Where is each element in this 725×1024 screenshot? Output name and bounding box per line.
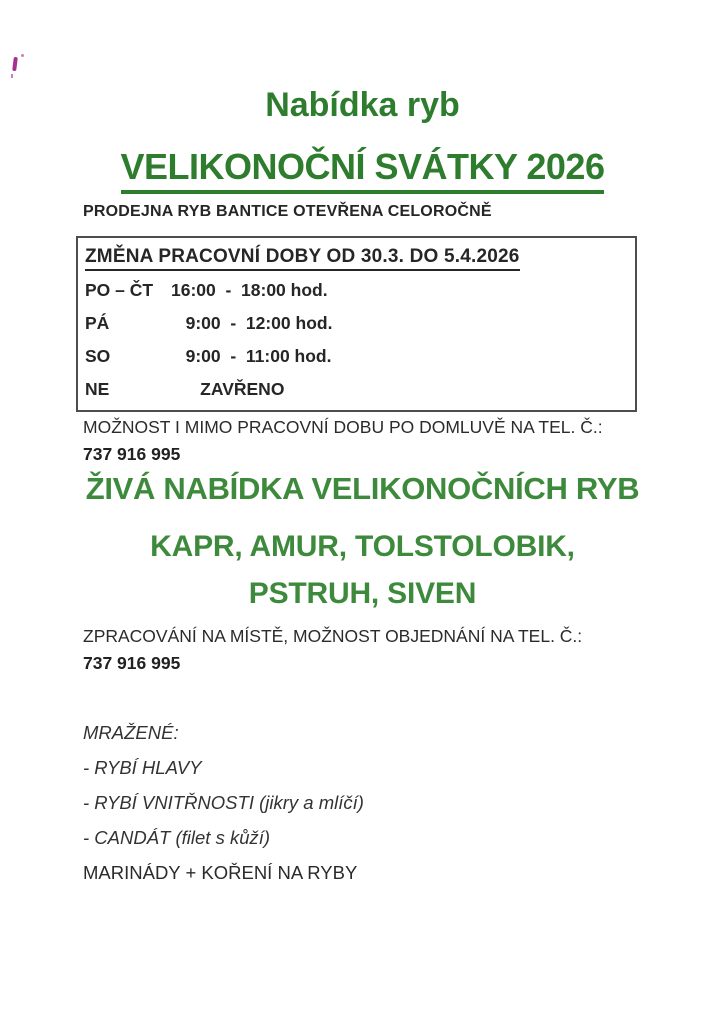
scan-artifact-mark: [10, 54, 30, 80]
scan-artifact-stroke: [12, 57, 18, 71]
frozen-item: - CANDÁT (filet s kůží): [83, 827, 271, 848]
time-value: 16:00 - 18:00 hod.: [171, 280, 328, 300]
contact-note-processing: [83, 623, 582, 677]
frozen-item: - RYBÍ HLAVY: [83, 757, 202, 778]
hours-heading-text: ZMĚNA PRACOVNÍ DOBY OD 30.3. DO 5.4.2026: [85, 246, 520, 271]
fish-list-line-2: PSTRUH, SIVEN: [248, 577, 477, 610]
hours-heading: [85, 244, 625, 269]
contact-text: MOŽNOST I MIMO PRACOVNÍ DOBU PO DOMLUVĚ NA TEL. Č.:: [83, 417, 603, 437]
frozen-item: - RYBÍ VNITŘNOSTI (jikry a mlíčí): [83, 792, 364, 813]
hours-row-sun: [85, 378, 625, 401]
page-title: Nabídka ryb: [265, 86, 460, 124]
fish-list-line-1: KAPR, AMUR, TOLSTOLOBIK,: [150, 530, 575, 563]
frozen-section: [83, 721, 364, 885]
day-label: SO: [85, 346, 111, 366]
phone-number: 737 916 995: [83, 444, 181, 464]
contact-text: ZPRACOVÁNÍ NA MÍSTĚ, MOŽNOST OBJEDNÁNÍ NA TEL. Č.:: [83, 626, 583, 646]
page-subtitle: [0, 146, 725, 188]
hours-row-mon-thu: [85, 279, 625, 302]
scan-artifact-dot: [21, 54, 24, 57]
time-value: 9:00 - 11:00 hod.: [171, 346, 332, 366]
hours-row-fri: [85, 312, 625, 335]
phone-number: 737 916 995: [83, 653, 181, 673]
day-label: PÁ: [85, 313, 110, 333]
live-offer-heading: ŽIVÁ NABÍDKA VELIKONOČNÍCH RYB: [85, 471, 640, 506]
time-value: ZAVŘENO: [171, 379, 285, 399]
contact-note-after-hours: [83, 414, 603, 468]
hours-row-sat: [85, 345, 625, 368]
page-subtitle-text: VELIKONOČNÍ SVÁTKY 2026: [121, 146, 605, 194]
frozen-heading: MRAŽENÉ:: [83, 722, 179, 743]
opening-hours-box: [76, 236, 637, 412]
marinades-note: MARINÁDY + KOŘENÍ NA RYBY: [83, 862, 358, 883]
time-value: 9:00 - 12:00 hod.: [171, 313, 333, 333]
store-note: PRODEJNA RYB BANTICE OTEVŘENA CELOROČNĚ: [83, 203, 492, 220]
day-label: PO – ČT: [85, 280, 154, 300]
scan-artifact-dot: [11, 74, 13, 78]
day-label: NE: [85, 379, 110, 399]
